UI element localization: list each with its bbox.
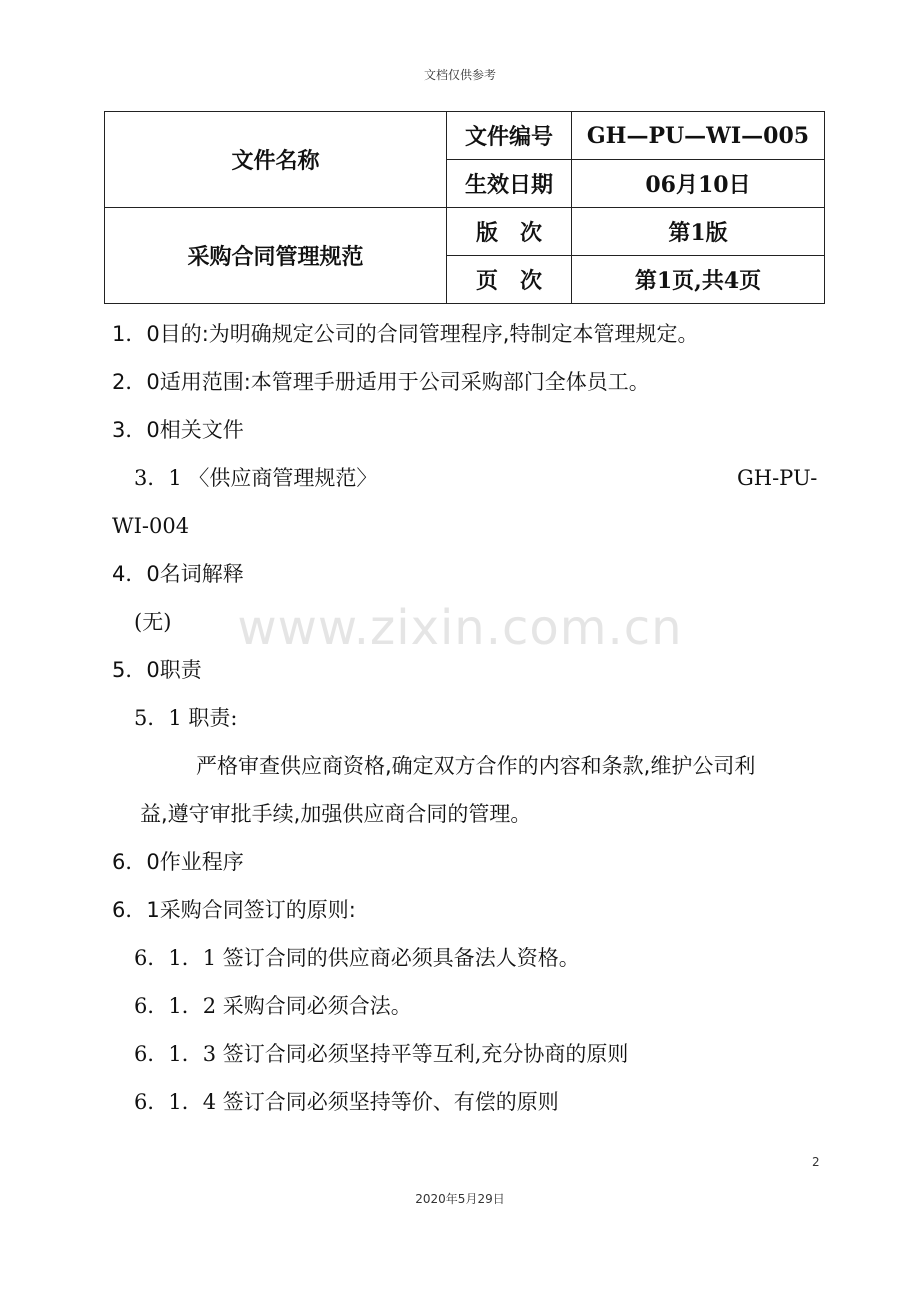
file-name-label: 文件名称	[105, 112, 447, 208]
section-6-heading: 6．0作业程序	[112, 850, 244, 874]
version-label: 版 次	[447, 208, 572, 256]
section-5-heading: 5．0职责	[112, 658, 202, 682]
header-note: 文档仅供参考	[423, 68, 496, 82]
section-5-1-heading: 5．1 职责:	[134, 706, 238, 730]
effective-date-label: 生效日期	[447, 160, 572, 208]
section-4-heading: 4．0名词解释	[112, 562, 244, 586]
page-label: 页 次	[447, 256, 572, 304]
section-3-1-code-start: GH-PU-	[737, 466, 818, 490]
version-value: 第1版	[572, 208, 825, 256]
watermark: www.zixin.com.cn	[237, 600, 683, 656]
page-value: 第1页,共4页	[572, 256, 825, 304]
section-6-1-2: 6．1．2 采购合同必须合法。	[134, 994, 412, 1018]
section-3-heading: 3．0相关文件	[112, 418, 244, 442]
section-6-1-1: 6．1．1 签订合同的供应商必须具备法人资格。	[134, 946, 580, 970]
footer-date: 2020年5月29日	[415, 1192, 505, 1206]
section-3-1-code-end: WI-004	[112, 514, 190, 538]
section-6-1-heading: 6．1采购合同签订的原则:	[112, 898, 356, 922]
doc-number-label: 文件编号	[447, 112, 572, 160]
section-5-1-paragraph-line-1: 严格审查供应商资格,确定双方合作的内容和条款,维护公司利	[196, 754, 756, 778]
section-6-1-3: 6．1．3 签订合同必须坚持平等互利,充分协商的原则	[134, 1042, 629, 1066]
section-2-scope: 2．0适用范围:本管理手册适用于公司采购部门全体员工。	[112, 370, 650, 394]
page-number: 2	[812, 1155, 820, 1169]
section-6-1-4: 6．1．4 签订合同必须坚持等价、有偿的原则	[134, 1090, 559, 1114]
section-1-purpose: 1．0目的:为明确规定公司的合同管理程序,特制定本管理规定。	[112, 322, 699, 346]
doc-number-value: GH—PU—WI—005	[572, 112, 825, 160]
document-info-table	[104, 111, 825, 304]
section-3-1-text: 3．1 〈供应商管理规范〉	[134, 466, 378, 490]
doc-title: 采购合同管理规范	[105, 208, 447, 304]
section-4-none: (无)	[134, 610, 172, 634]
effective-date-value: 06月10日	[572, 160, 825, 208]
section-5-1-paragraph-line-2: 益,遵守审批手续,加强供应商合同的管理。	[140, 802, 532, 826]
